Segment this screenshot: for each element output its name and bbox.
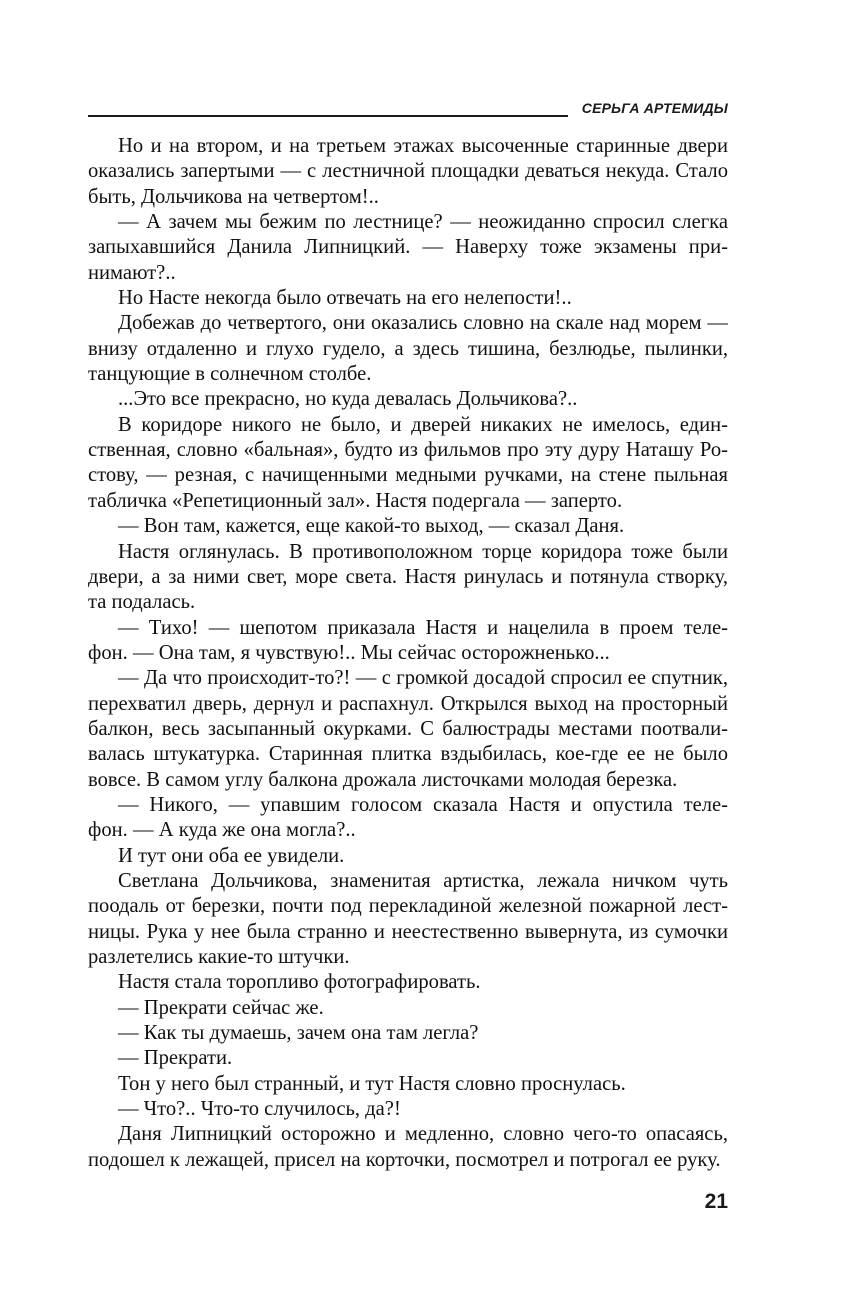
text-line: — Что?.. Что-то случилось, да?! <box>118 1098 401 1121</box>
text-line: — Да что происходит-то?! — с громкой досадой спросил ее спутник, <box>118 667 728 690</box>
text-line: нимают?.. <box>88 261 176 284</box>
text-line: та подалась. <box>88 591 196 614</box>
text-line: — Никого, — упавшим голосом сказала Настя и опустила теле- <box>118 793 728 816</box>
text-line: быть, Дольчикова на четвертом!.. <box>88 185 379 208</box>
text-line: поодаль от березки, почти под перекладиной железной пожарной лест- <box>88 895 728 918</box>
text-line: И тут они оба ее увидели. <box>118 844 345 867</box>
text-line: В коридоре никого не было, и дверей никаких не имелось, един- <box>118 413 728 436</box>
text-line: балкон, весь засыпанный окурками. С балюстрады местами поотвали- <box>88 717 728 740</box>
text-line: — Прекрати. <box>118 1047 233 1070</box>
text-line: Добежав до четвертого, они оказались словно на скале над морем — <box>118 312 728 335</box>
text-line: Но Насте некогда было отвечать на его нелепости!.. <box>118 287 572 310</box>
text-line: стову, — резная, с начищенными медными ручками, на стене пыльная <box>88 464 728 487</box>
body-text <box>88 134 728 1173</box>
text-line: — А зачем мы бежим по лестнице? — неожиданно спросил слегка <box>118 211 728 234</box>
text-line: Настя стала торопливо фотографировать. <box>118 971 481 994</box>
text-line: перехватил дверь, дернул и распахнул. Открылся выход на просторный <box>88 692 728 715</box>
text-line: — Прекрати сейчас же. <box>118 996 324 1019</box>
text-line: Тон у него был странный, и тут Настя словно проснулась. <box>118 1072 626 1095</box>
text-line: подошел к лежащей, присел на корточки, посмотрел и потрогал ее руку. <box>88 1148 721 1171</box>
text-line: разлетелись какие-то штучки. <box>88 946 350 968</box>
text-line: ницы. Рука у нее была странно и неестественно вывернута, из сумочки <box>88 920 728 943</box>
text-line: валась штукатурка. Старинная плитка вздыбилась, кое-где ее не было <box>88 743 728 766</box>
text-line: фон. — А куда же она могла?.. <box>88 819 356 842</box>
text-line: двери, а за ними свет, море света. Настя ринулась и потянула створку, <box>88 565 728 588</box>
text-line: танцующие в солнечном столбе. <box>88 363 372 386</box>
text-line: вовсе. В самом углу балкона дрожала листочками молодая березка. <box>88 768 678 791</box>
header-rule <box>88 115 568 117</box>
running-header-title: СЕРЬГА АРТЕМИДЫ <box>581 100 728 116</box>
page-number: 21 <box>704 1190 728 1213</box>
text-line: запыхавшийся Данила Липницкий. — Наверху тоже экзамены при- <box>88 236 728 259</box>
text-line: оказались запертыми — с лестничной площадки деваться некуда. Стало <box>88 160 728 183</box>
running-header <box>88 98 728 120</box>
text-line: внизу отдаленно и глухо гудело, а здесь тишина, безлюдье, пылинки, <box>88 337 728 360</box>
text-line: табличка «Репетиционный зал». Настя подергала — заперто. <box>88 489 623 512</box>
text-line: Настя оглянулась. В противоположном торце коридора тоже были <box>118 540 728 563</box>
text-line: — Вон там, кажется, еще какой-то выход, — сказал Даня. <box>118 515 625 538</box>
text-line: — Как ты думаешь, зачем она там легла? <box>118 1022 479 1045</box>
text-line: ...Это все прекрасно, но куда девалась Дольчикова?.. <box>118 388 578 411</box>
text-line: Но и на втором, и на третьем этажах высоченные старинные двери <box>118 135 728 157</box>
text-line: Даня Липницкий осторожно и медленно, словно чего-то опасаясь, <box>118 1123 728 1146</box>
text-line: фон. — Она там, я чувствую!.. Мы сейчас осторожненько... <box>88 641 610 664</box>
text-line: Светлана Дольчикова, знаменитая артистка, лежала ничком чуть <box>118 869 728 892</box>
text-line: ственная, словно «бальная», будто из фильмов про эту дуру Наташу Ро- <box>88 439 728 462</box>
text-line: — Тихо! — шепотом приказала Настя и нацелила в проем теле- <box>118 616 728 639</box>
